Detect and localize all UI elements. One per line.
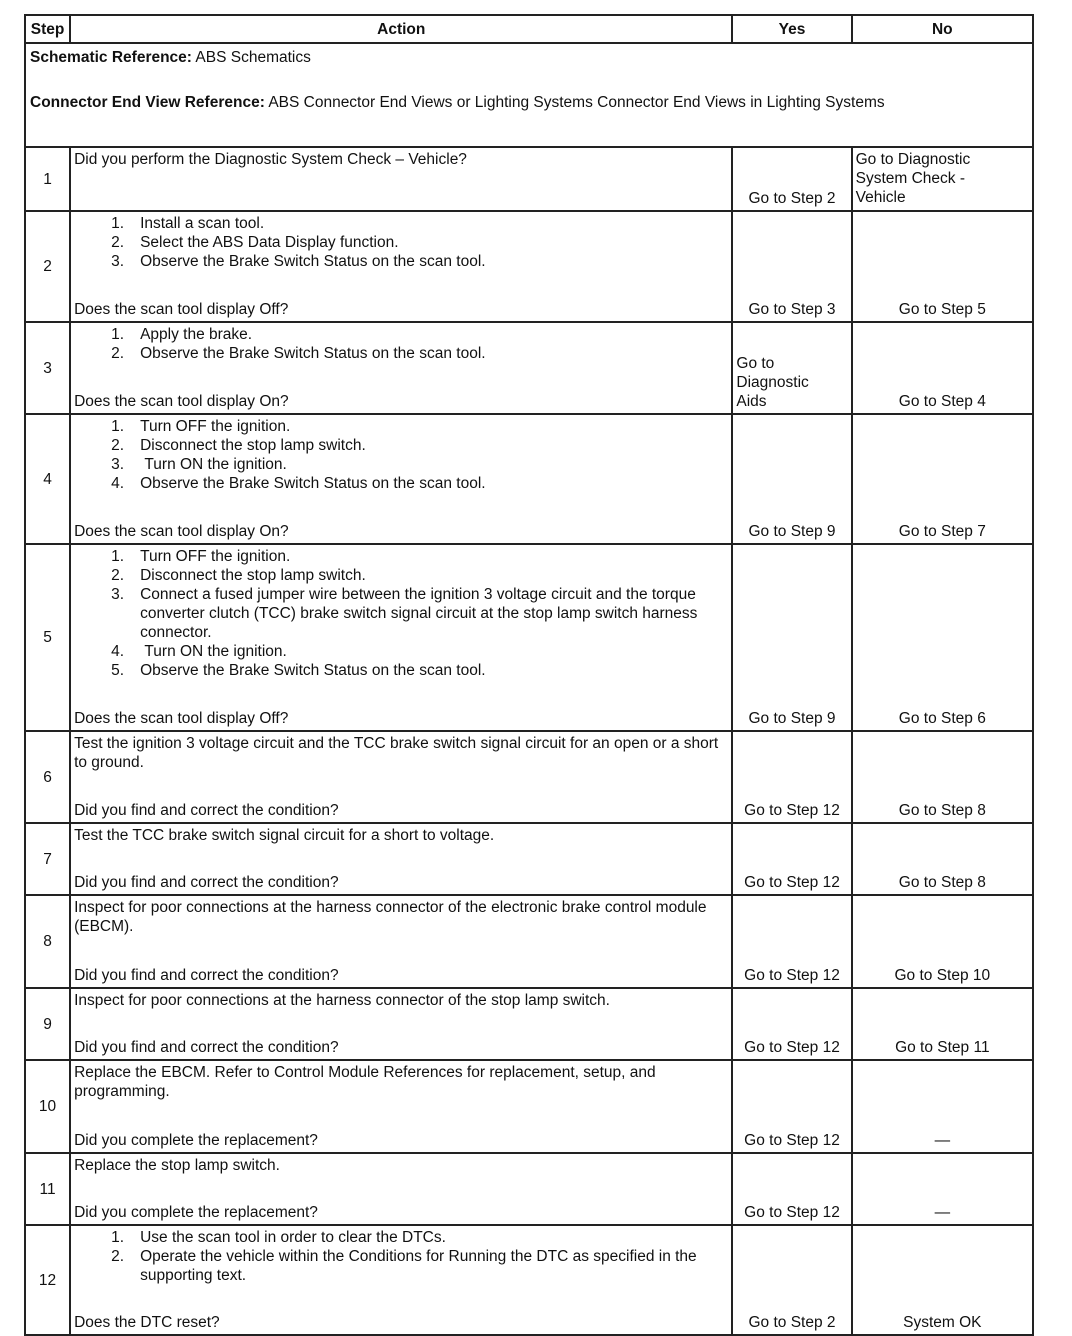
action-content xyxy=(74,1156,728,1175)
action-content xyxy=(74,150,728,169)
yes-text: Go to Step 12 xyxy=(744,802,840,819)
action-content xyxy=(74,325,728,363)
action-content xyxy=(74,417,728,493)
instruction-item xyxy=(74,214,728,233)
instruction-number: 3. xyxy=(111,253,125,270)
yes-text: Go to Step 9 xyxy=(748,523,836,540)
action-text: Inspect for poor connections at the harness connector of the stop lamp switch. xyxy=(74,992,610,1009)
step-action xyxy=(70,823,732,895)
instruction-item xyxy=(74,436,728,455)
step-row xyxy=(25,322,1033,414)
no-text: Go to Step 5 xyxy=(898,301,986,318)
instruction-item xyxy=(74,455,728,474)
no-text: — xyxy=(934,1132,951,1149)
instruction-text: Turn ON the ignition. xyxy=(140,643,287,660)
step-number: 6 xyxy=(25,731,70,823)
step-row xyxy=(25,147,1033,211)
yes-result xyxy=(732,988,851,1060)
action-question: Did you find and correct the condition? xyxy=(74,874,339,891)
instruction-item xyxy=(74,661,728,680)
action-content xyxy=(74,734,728,772)
step-row xyxy=(25,895,1033,988)
step-action xyxy=(70,211,732,322)
instruction-list xyxy=(74,325,728,363)
no-text: Go to Diagnostic System Check - Vehicle xyxy=(855,151,971,206)
no-result xyxy=(852,1060,1033,1153)
yes-text: Go to Step 12 xyxy=(744,1204,840,1221)
step-row xyxy=(25,731,1033,823)
action-question: Does the scan tool display On? xyxy=(74,393,289,410)
instruction-text: Install a scan tool. xyxy=(140,215,265,232)
step-number: 4 xyxy=(25,414,70,544)
no-text: Go to Step 10 xyxy=(894,967,991,984)
step-number: 11 xyxy=(25,1153,70,1225)
step-number: 2 xyxy=(25,211,70,322)
instruction-text: Select the ABS Data Display function. xyxy=(140,234,399,251)
yes-result xyxy=(732,895,851,988)
step-action xyxy=(70,1060,732,1153)
action-text: Replace the stop lamp switch. xyxy=(74,1157,280,1174)
instruction-text: Observe the Brake Switch Status on the scan tool. xyxy=(140,662,486,679)
step-row xyxy=(25,1153,1033,1225)
instruction-item xyxy=(74,233,728,252)
yes-text: Go to Diagnostic Aids xyxy=(736,355,809,410)
action-content xyxy=(74,898,728,936)
connector-reference-value: ABS Connector End Views or Lighting Systems Connector End Views in Lighting Systems xyxy=(268,94,885,111)
header-no: No xyxy=(852,15,1033,43)
step-action xyxy=(70,1225,732,1335)
yes-result xyxy=(732,823,851,895)
action-question: Did you complete the replacement? xyxy=(74,1132,318,1149)
step-action xyxy=(70,544,732,731)
instruction-item xyxy=(74,417,728,436)
yes-result xyxy=(732,147,851,211)
action-content xyxy=(74,547,728,680)
instruction-text: Disconnect the stop lamp switch. xyxy=(140,437,366,454)
no-text: System OK xyxy=(903,1314,982,1331)
yes-result xyxy=(732,414,851,544)
instruction-item xyxy=(74,642,728,661)
instruction-number: 1. xyxy=(111,326,125,343)
yes-result xyxy=(732,1225,851,1335)
instruction-number: 5. xyxy=(111,662,125,679)
instruction-list xyxy=(74,214,728,271)
instruction-text: Apply the brake. xyxy=(140,326,253,343)
schematic-reference-label: Schematic Reference: xyxy=(30,49,192,66)
yes-text: Go to Step 12 xyxy=(744,967,840,984)
action-content xyxy=(74,826,728,845)
instruction-number: 1. xyxy=(111,1229,125,1246)
instruction-item xyxy=(74,1247,728,1285)
yes-text: Go to Step 12 xyxy=(744,1132,840,1149)
step-number: 9 xyxy=(25,988,70,1060)
header-row xyxy=(25,15,1033,43)
schematic-reference-value: ABS Schematics xyxy=(195,49,311,66)
no-text: Go to Step 11 xyxy=(895,1039,990,1056)
action-content xyxy=(74,1228,728,1285)
action-question: Does the DTC reset? xyxy=(74,1314,220,1331)
yes-text: Go to Step 12 xyxy=(744,874,840,891)
step-action xyxy=(70,988,732,1060)
step-number: 1 xyxy=(25,147,70,211)
instruction-item xyxy=(74,252,728,271)
instruction-list xyxy=(74,417,728,493)
step-row xyxy=(25,988,1033,1060)
instruction-item xyxy=(74,325,728,344)
action-question: Does the scan tool display Off? xyxy=(74,301,289,318)
instruction-item xyxy=(74,547,728,566)
step-number: 12 xyxy=(25,1225,70,1335)
yes-result xyxy=(732,731,851,823)
no-text: Go to Step 4 xyxy=(898,393,986,410)
step-row xyxy=(25,1225,1033,1335)
action-question: Does the scan tool display Off? xyxy=(74,710,289,727)
no-text: Go to Step 7 xyxy=(898,523,986,540)
step-row xyxy=(25,544,1033,731)
action-content xyxy=(74,1063,728,1101)
instruction-text: Disconnect the stop lamp switch. xyxy=(140,567,366,584)
diagnostic-table xyxy=(24,14,1034,1336)
step-row xyxy=(25,414,1033,544)
yes-result xyxy=(732,322,851,414)
no-result xyxy=(852,1225,1033,1335)
step-number: 8 xyxy=(25,895,70,988)
yes-text: Go to Step 3 xyxy=(748,301,836,318)
yes-result xyxy=(732,211,851,322)
no-result xyxy=(852,823,1033,895)
header-action: Action xyxy=(70,15,732,43)
instruction-number: 1. xyxy=(111,418,125,435)
yes-text: Go to Step 12 xyxy=(744,1039,840,1056)
step-action xyxy=(70,322,732,414)
instruction-number: 1. xyxy=(111,215,125,232)
step-row xyxy=(25,211,1033,322)
action-question: Did you find and correct the condition? xyxy=(74,1039,339,1056)
no-result xyxy=(852,1153,1033,1225)
action-question: Did you find and correct the condition? xyxy=(74,802,339,819)
step-number: 5 xyxy=(25,544,70,731)
action-content xyxy=(74,991,728,1010)
instruction-item xyxy=(74,585,728,642)
instruction-item xyxy=(74,474,728,493)
instruction-text: Observe the Brake Switch Status on the scan tool. xyxy=(140,475,486,492)
instruction-text: Use the scan tool in order to clear the DTCs. xyxy=(140,1229,446,1246)
instruction-number: 2. xyxy=(111,437,125,454)
no-result xyxy=(852,895,1033,988)
step-number: 7 xyxy=(25,823,70,895)
instruction-number: 3. xyxy=(111,586,125,603)
no-result xyxy=(852,147,1033,211)
action-text: Did you perform the Diagnostic System Check – Vehicle? xyxy=(74,151,467,168)
instruction-item xyxy=(74,344,728,363)
yes-result xyxy=(732,544,851,731)
yes-text: Go to Step 2 xyxy=(748,190,836,207)
action-question: Did you find and correct the condition? xyxy=(74,967,339,984)
instruction-item xyxy=(74,566,728,585)
no-text: — xyxy=(934,1204,951,1221)
instruction-text: Turn OFF the ignition. xyxy=(140,548,291,565)
instruction-number: 2. xyxy=(111,1248,125,1265)
step-action xyxy=(70,147,732,211)
instruction-text: Observe the Brake Switch Status on the scan tool. xyxy=(140,253,486,270)
step-number: 10 xyxy=(25,1060,70,1153)
reference-row xyxy=(25,43,1033,147)
yes-result xyxy=(732,1153,851,1225)
instruction-number: 4. xyxy=(111,475,125,492)
instruction-number: 4. xyxy=(111,643,125,660)
yes-text: Go to Step 9 xyxy=(748,710,836,727)
connector-reference-label: Connector End View Reference: xyxy=(30,94,265,111)
yes-text: Go to Step 2 xyxy=(748,1314,836,1331)
no-result xyxy=(852,988,1033,1060)
action-question: Does the scan tool display On? xyxy=(74,523,289,540)
action-text: Test the ignition 3 voltage circuit and the TCC brake switch signal circuit for an open or a short to ground. xyxy=(74,735,719,771)
action-text: Replace the EBCM. Refer to Control Module References for replacement, setup, and programming. xyxy=(74,1064,656,1100)
no-result xyxy=(852,731,1033,823)
instruction-list xyxy=(74,1228,728,1285)
step-action xyxy=(70,895,732,988)
no-result xyxy=(852,211,1033,322)
no-text: Go to Step 6 xyxy=(898,710,986,727)
step-number: 3 xyxy=(25,322,70,414)
instruction-number: 3. xyxy=(111,456,125,473)
instruction-text: Operate the vehicle within the Conditions for Running the DTC as specified in the supporting text. xyxy=(140,1248,701,1284)
instruction-list xyxy=(74,547,728,680)
action-text: Inspect for poor connections at the harness connector of the electronic brake control module (EBCM). xyxy=(74,899,707,935)
no-result xyxy=(852,544,1033,731)
header-yes: Yes xyxy=(732,15,851,43)
instruction-number: 2. xyxy=(111,345,125,362)
instruction-text: Turn ON the ignition. xyxy=(140,456,287,473)
step-row xyxy=(25,1060,1033,1153)
step-row xyxy=(25,823,1033,895)
action-content xyxy=(74,214,728,271)
instruction-item xyxy=(74,1228,728,1247)
step-action xyxy=(70,731,732,823)
no-text: Go to Step 8 xyxy=(898,874,986,891)
no-text: Go to Step 8 xyxy=(898,802,986,819)
step-action xyxy=(70,1153,732,1225)
reference-cell xyxy=(25,43,1033,147)
action-question: Did you complete the replacement? xyxy=(74,1204,318,1221)
no-result xyxy=(852,322,1033,414)
step-action xyxy=(70,414,732,544)
instruction-text: Observe the Brake Switch Status on the scan tool. xyxy=(140,345,486,362)
instruction-text: Turn OFF the ignition. xyxy=(140,418,291,435)
action-text: Test the TCC brake switch signal circuit for a short to voltage. xyxy=(74,827,495,844)
header-step: Step xyxy=(25,15,70,43)
no-result xyxy=(852,414,1033,544)
yes-result xyxy=(732,1060,851,1153)
instruction-number: 2. xyxy=(111,567,125,584)
instruction-number: 1. xyxy=(111,548,125,565)
instruction-text: Connect a fused jumper wire between the ignition 3 voltage circuit and the torque converter clutch (TCC) brake switch signal circuit at the stop lamp switch harness connector. xyxy=(140,586,702,641)
instruction-number: 2. xyxy=(111,234,125,251)
